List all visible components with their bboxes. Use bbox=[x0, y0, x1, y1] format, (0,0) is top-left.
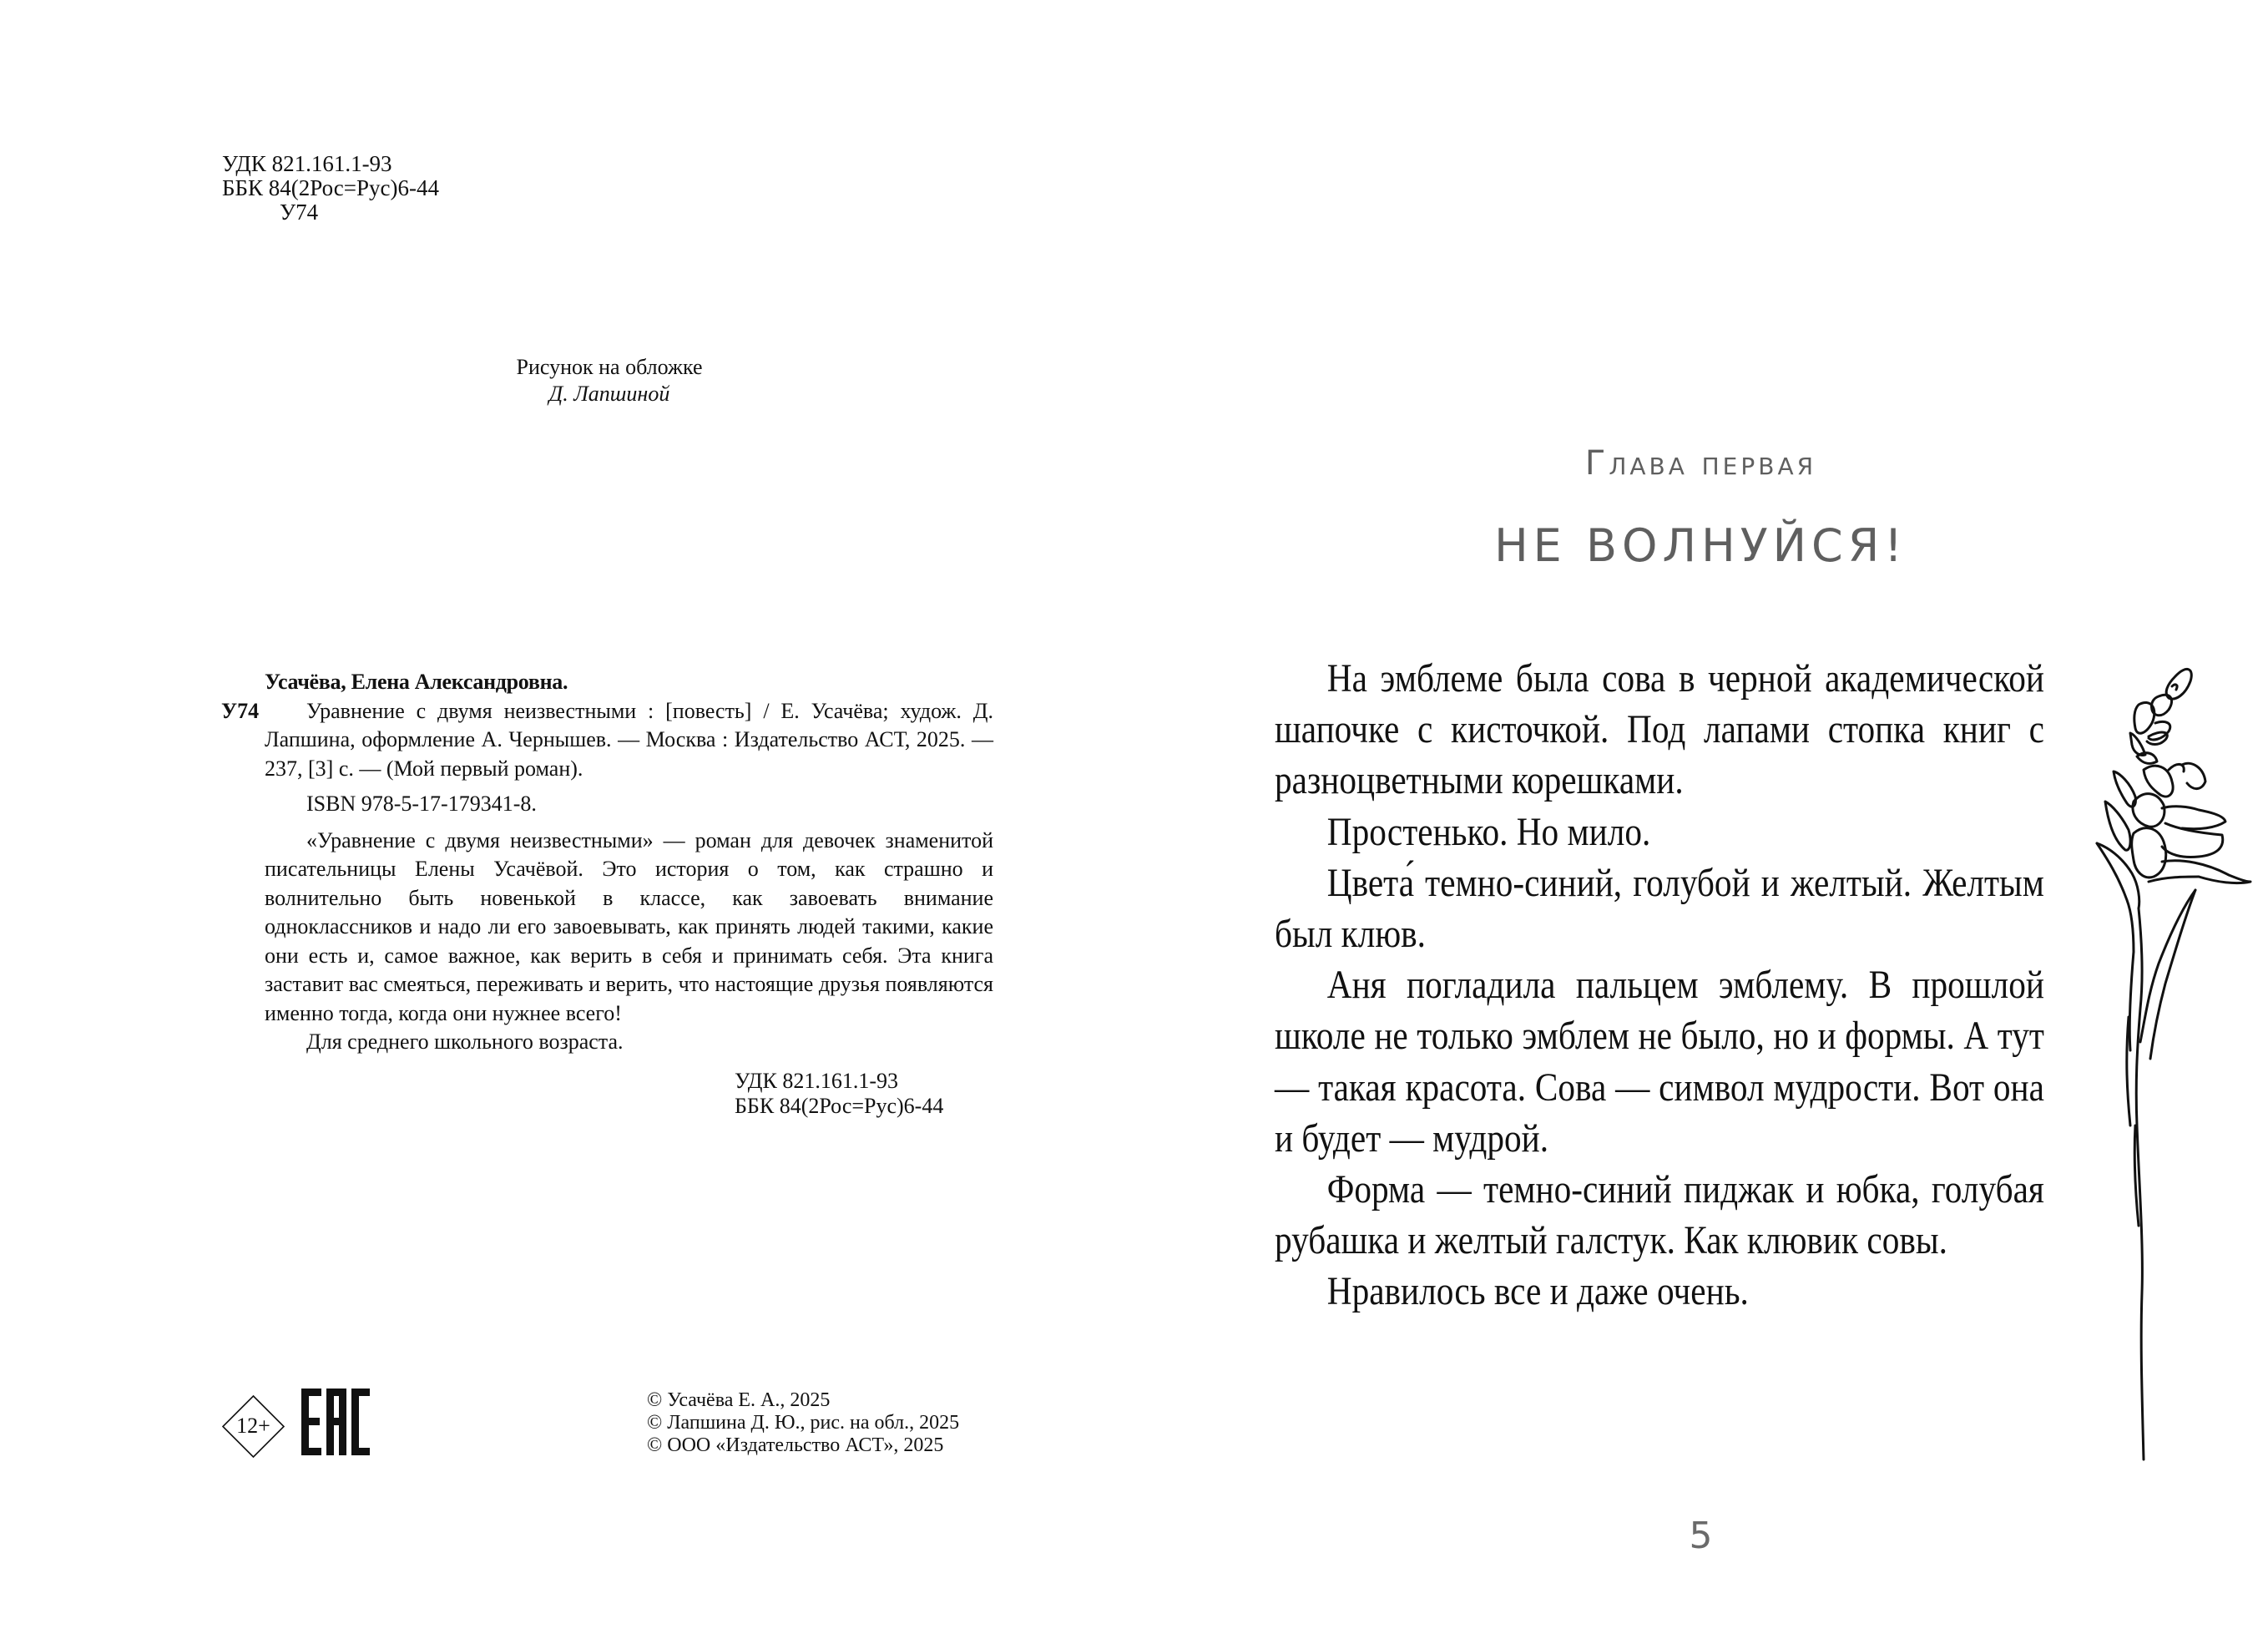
paragraph: Аня погладила пальцем эмблему. В прошлой школе не только эмблем не было, но и формы. А тут — такая красота. Сова — символ мудрости. Вот она и будет — мудрой. bbox=[1275, 963, 2044, 1161]
chapter-body bbox=[1275, 653, 2044, 1318]
bbk-code: ББК 84(2Рос=Рус)6-44 bbox=[222, 175, 439, 200]
classification-codes-top bbox=[222, 152, 439, 225]
age-rating-badge bbox=[222, 1395, 285, 1458]
paragraph: Цвета́ темно-синий, голубой и желтый. Желтым был клюв. bbox=[1275, 860, 2044, 957]
paragraph: Форма — темно-синий пиджак и юбка, голубая рубашка и желтый галстук. Как клювик совы. bbox=[1275, 1167, 2044, 1263]
classification-codes-bottom bbox=[735, 1069, 993, 1119]
bbk-code-bottom: ББК 84(2Рос=Рус)6-44 bbox=[735, 1093, 944, 1118]
chapter-title: НЕ ВОЛНУЙСЯ! bbox=[1494, 519, 1907, 572]
record-code: У74 bbox=[221, 698, 260, 723]
age-rating-text: 12+ bbox=[236, 1414, 270, 1438]
annotation bbox=[221, 827, 993, 1029]
eac-conformity-icon bbox=[301, 1389, 370, 1455]
gladiolus-illustration-icon bbox=[2082, 658, 2268, 1472]
page-number: 5 bbox=[1689, 1515, 1713, 1557]
author-mark: У74 bbox=[280, 200, 319, 225]
copyright-line: © Усачёва Е. А., 2025 bbox=[647, 1389, 831, 1411]
cover-credit bbox=[467, 354, 751, 407]
paragraph: На эмблеме была сова в черной академической шапочке с кисточкой. Под лапами стопка книг с разноцветными корешками. bbox=[1275, 656, 2044, 803]
paragraph: Простенько. Но мило. bbox=[1326, 809, 1651, 854]
isbn: ISBN 978-5-17-179341-8. bbox=[306, 792, 537, 816]
cover-artist: Д. Лапшиной bbox=[548, 382, 670, 406]
udk-code-bottom: УДК 821.161.1-93 bbox=[735, 1068, 899, 1093]
copyright-line: © Лапшина Д. Ю., рис. на обл., 2025 bbox=[647, 1412, 960, 1434]
copyright-line: © ООО «Издательство АСТ», 2025 bbox=[647, 1434, 944, 1456]
record-author: Усачёва, Елена Александровна. bbox=[265, 670, 568, 694]
record-description bbox=[221, 697, 993, 784]
audience-note: Для среднего школьного возраста. bbox=[306, 1029, 624, 1054]
chapter-label: Глава первая bbox=[1584, 444, 1817, 483]
chapter-page bbox=[1134, 0, 2268, 1644]
bibliographic-record bbox=[221, 668, 993, 1119]
copyright-block bbox=[647, 1389, 959, 1457]
paragraph: Нравилось все и даже очень. bbox=[1326, 1269, 1749, 1314]
record-description-text: Уравнение с двумя неизвестными : [повесть] / Е. Усачёва; худож. Д. Лапшина, оформление А. Чернышев. — Москва : Издательство АСТ, 2025. — 237, [3] с. — (Мой первый роман). bbox=[265, 698, 993, 781]
annotation-text: «Уравнение с двумя неизвестными» — роман для девочек знаменитой писательницы Елены Усачёвой. Это история о том, как страшно и волнительно быть новенькой в классе, как завоевать внимание одноклассников и надо ли его завоевывать, как принять людей такими, какие они есть и, самое важное, как верить в себя и принимать себя. Эта книга заставит вас смеяться, переживать и верить, что настоящие друзья появляются именно тогда, когда они нужнее всего! bbox=[265, 827, 993, 1025]
udk-code: УДК 821.161.1-93 bbox=[222, 151, 392, 176]
cover-credit-label: Рисунок на обложке bbox=[516, 355, 703, 379]
